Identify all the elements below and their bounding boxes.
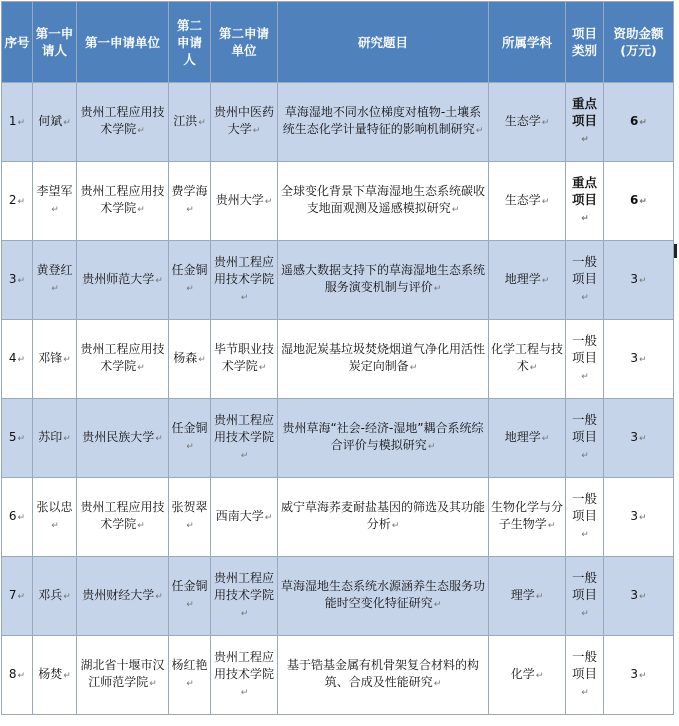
cell-applicant1-text: 杨焚 <box>38 666 63 681</box>
cell-unit1 <box>77 478 169 557</box>
return-mark-icon: ↵ <box>186 679 194 689</box>
cell-no <box>2 162 33 241</box>
cell-amount-text: 3 <box>630 666 639 681</box>
cell-amount <box>604 478 674 557</box>
return-mark-icon: ↵ <box>198 117 206 128</box>
return-mark-icon: ↵ <box>451 205 460 215</box>
header-amount: 资助金额(万元) <box>604 2 674 83</box>
table-row <box>2 636 674 715</box>
cell-type <box>566 241 604 320</box>
return-mark-icon: ↵ <box>17 433 26 444</box>
return-mark-icon: ↵ <box>639 670 647 681</box>
return-mark-icon: ↵ <box>475 126 484 136</box>
cell-amount <box>604 557 674 636</box>
cell-unit2-text: 西南大学 <box>215 508 264 523</box>
return-mark-icon: ↵ <box>17 591 26 602</box>
return-mark-icon: ↵ <box>581 135 589 145</box>
return-mark-icon: ↵ <box>155 433 163 444</box>
table-row <box>2 162 674 241</box>
cell-unit1 <box>77 636 169 715</box>
cell-topic <box>278 399 489 478</box>
cell-amount-text: 3 <box>630 508 639 523</box>
return-mark-icon: ↵ <box>529 363 538 373</box>
return-mark-icon: ↵ <box>240 450 249 461</box>
return-mark-icon: ↵ <box>186 442 194 452</box>
cell-unit2 <box>211 320 278 399</box>
return-mark-icon: ↵ <box>547 521 556 531</box>
return-mark-icon: ↵ <box>198 354 206 365</box>
cell-applicant1 <box>33 399 77 478</box>
table-body <box>2 83 674 715</box>
cell-no-text: 4 <box>8 350 17 365</box>
return-mark-icon: ↵ <box>639 275 647 286</box>
cell-unit1-text: 湖北省十堰市汉江师范学院 <box>80 658 165 689</box>
return-mark-icon: ↵ <box>155 591 163 602</box>
return-mark-icon: ↵ <box>639 591 647 602</box>
table-row <box>2 478 674 557</box>
cell-no <box>2 478 33 557</box>
cell-no <box>2 557 33 636</box>
cell-applicant1 <box>33 241 77 320</box>
return-mark-icon: ↵ <box>240 687 249 698</box>
cell-applicant2-text: 任金铜 <box>171 579 208 593</box>
header-topic: 研究题目 <box>278 2 489 83</box>
cell-applicant1-text: 邓兵 <box>38 587 63 602</box>
header-unit2: 第二申请单位 <box>211 2 278 83</box>
cell-applicant2 <box>169 478 211 557</box>
cell-amount <box>604 320 674 399</box>
cell-topic-text: 全球变化背景下草海湿地生态系统碳收支地面观测及遥感模拟研究 <box>280 184 485 215</box>
cell-unit1 <box>77 241 169 320</box>
cell-amount <box>604 241 674 320</box>
cell-unit1 <box>77 162 169 241</box>
cell-type-text: 一般项目 <box>571 254 597 286</box>
return-mark-icon: ↵ <box>581 688 589 698</box>
cell-applicant2-text: 杨森 <box>173 350 198 365</box>
return-mark-icon: ↵ <box>149 679 157 689</box>
cell-unit1 <box>77 320 169 399</box>
cell-no-text: 2 <box>8 192 17 207</box>
return-mark-icon: ↵ <box>264 196 273 207</box>
cell-subject <box>489 636 566 715</box>
return-mark-icon: ↵ <box>17 512 26 523</box>
return-mark-icon: ↵ <box>51 205 59 215</box>
cell-applicant2 <box>169 241 211 320</box>
cell-unit2-text: 贵州工程应用技术学院 <box>213 570 274 602</box>
cell-unit1-text: 贵州工程应用技术学院 <box>80 500 165 531</box>
return-mark-icon: ↵ <box>186 284 194 294</box>
return-mark-icon: ↵ <box>252 126 261 136</box>
return-mark-icon: ↵ <box>186 521 194 531</box>
cell-subject-text: 化学 <box>510 666 535 681</box>
return-mark-icon: ↵ <box>581 214 589 224</box>
cell-amount-text: 6 <box>630 113 639 128</box>
cell-amount <box>604 83 674 162</box>
cell-subject-text: 生态学 <box>504 113 541 128</box>
return-mark-icon: ↵ <box>17 275 26 286</box>
cell-topic <box>278 557 489 636</box>
return-mark-icon: ↵ <box>639 433 647 444</box>
return-mark-icon: ↵ <box>535 670 544 681</box>
return-mark-icon: ↵ <box>63 117 71 128</box>
cell-unit2 <box>211 162 278 241</box>
cell-amount <box>604 162 674 241</box>
cell-topic <box>278 320 489 399</box>
return-mark-icon: ↵ <box>433 600 442 610</box>
return-mark-icon: ↵ <box>535 591 544 602</box>
cell-applicant2 <box>169 636 211 715</box>
cell-unit2 <box>211 636 278 715</box>
cell-type <box>566 320 604 399</box>
cell-topic <box>278 241 489 320</box>
return-mark-icon: ↵ <box>17 117 26 128</box>
cell-no <box>2 636 33 715</box>
return-mark-icon: ↵ <box>51 521 59 531</box>
cell-subject <box>489 399 566 478</box>
return-mark-icon: ↵ <box>137 521 145 531</box>
return-mark-icon: ↵ <box>63 433 71 444</box>
cell-unit1-text: 贵州工程应用技术学院 <box>80 184 165 215</box>
cell-type-text: 一般项目 <box>571 333 597 365</box>
return-mark-icon: ↵ <box>63 670 71 681</box>
cell-type <box>566 83 604 162</box>
cell-type <box>566 162 604 241</box>
cell-applicant2 <box>169 83 211 162</box>
cursor-bar <box>674 244 677 258</box>
cell-amount-text: 3 <box>630 429 639 444</box>
header-applicant1: 第一申请人 <box>33 2 77 83</box>
funding-table <box>1 1 674 715</box>
cell-topic-text: 遥感大数据支持下的草海湿地生态系统服务演变机制与评价 <box>280 263 485 294</box>
return-mark-icon: ↵ <box>155 275 163 286</box>
return-mark-icon: ↵ <box>186 205 194 215</box>
return-mark-icon: ↵ <box>409 363 418 373</box>
cell-applicant2 <box>169 320 211 399</box>
cell-subject-text: 地理学 <box>504 429 541 444</box>
header-applicant2: 第二申请人 <box>169 2 211 83</box>
cell-unit2 <box>211 399 278 478</box>
cell-no-text: 5 <box>8 429 17 444</box>
cell-unit2-text: 毕节职业技术学院 <box>213 342 274 373</box>
cell-applicant2-text: 江洪 <box>173 113 198 128</box>
cell-unit1-text: 贵州工程应用技术学院 <box>80 105 165 136</box>
cell-type-text: 重点项目 <box>571 96 597 128</box>
cell-no-text: 7 <box>8 587 17 602</box>
cell-applicant1-text: 李望军 <box>36 184 73 198</box>
cell-applicant2 <box>169 557 211 636</box>
cell-unit1 <box>77 83 169 162</box>
cell-subject-text: 生物化学与分子生物学 <box>491 500 564 531</box>
header-no: 序号 <box>2 2 33 83</box>
cell-amount <box>604 399 674 478</box>
cell-subject-text: 理学 <box>510 587 535 602</box>
cell-amount-text: 3 <box>630 350 639 365</box>
return-mark-icon: ↵ <box>240 292 249 303</box>
cell-unit1 <box>77 557 169 636</box>
table-header-row <box>2 2 674 83</box>
cell-subject <box>489 557 566 636</box>
cell-topic-text: 贵州草海“社会-经济-湿地”耦合系统综合评价与模拟研究 <box>282 421 484 452</box>
cell-subject <box>489 478 566 557</box>
return-mark-icon: ↵ <box>391 521 400 531</box>
cell-no-text: 8 <box>8 666 17 681</box>
return-mark-icon: ↵ <box>639 196 647 207</box>
cell-no-text: 6 <box>8 508 17 523</box>
return-mark-icon: ↵ <box>137 126 145 136</box>
return-mark-icon: ↵ <box>433 679 442 689</box>
cell-applicant2-text: 张贺翠 <box>171 500 208 514</box>
cell-amount <box>604 636 674 715</box>
return-mark-icon: ↵ <box>541 117 550 128</box>
cell-topic-text: 威宁草海荞麦耐盐基因的筛选及其功能分析 <box>280 500 485 531</box>
cell-unit2-text: 贵州中医药大学 <box>213 105 274 136</box>
cell-applicant2-text: 任金铜 <box>171 421 208 435</box>
return-mark-icon: ↵ <box>541 433 550 444</box>
return-mark-icon: ↵ <box>240 608 249 619</box>
cell-no-text: 1 <box>8 113 17 128</box>
return-mark-icon: ↵ <box>17 196 26 207</box>
cell-applicant2-text: 费学海 <box>171 184 208 198</box>
cell-applicant1 <box>33 320 77 399</box>
cell-subject-text: 地理学 <box>504 271 541 286</box>
header-type: 项目类别 <box>566 2 604 83</box>
cell-topic-text: 基于锆基金属有机骨架复合材料的构筑、合成及性能研究 <box>286 658 479 689</box>
cell-type-text: 一般项目 <box>571 412 597 444</box>
cell-amount-text: 3 <box>630 587 639 602</box>
cell-type-text: 一般项目 <box>571 491 597 523</box>
return-mark-icon: ↵ <box>427 442 436 452</box>
cell-applicant2-text: 任金铜 <box>171 263 208 277</box>
cell-applicant1 <box>33 478 77 557</box>
cell-applicant1 <box>33 83 77 162</box>
return-mark-icon: ↵ <box>137 205 145 215</box>
cell-topic <box>278 162 489 241</box>
cell-type <box>566 636 604 715</box>
cell-unit1 <box>77 399 169 478</box>
return-mark-icon: ↵ <box>63 354 71 365</box>
cell-applicant1-text: 何斌 <box>38 113 63 128</box>
cell-no <box>2 241 33 320</box>
cell-unit1-text: 贵州民族大学 <box>82 429 155 444</box>
cell-no <box>2 320 33 399</box>
return-mark-icon: ↵ <box>541 196 550 207</box>
cell-unit1-text: 贵州工程应用技术学院 <box>80 342 165 373</box>
cell-no <box>2 399 33 478</box>
cell-applicant1-text: 苏印 <box>38 429 63 444</box>
cell-unit2-text: 贵州大学 <box>215 192 264 207</box>
return-mark-icon: ↵ <box>63 591 71 602</box>
cell-applicant2-text: 杨红艳 <box>171 658 208 672</box>
return-mark-icon: ↵ <box>17 354 26 365</box>
cell-unit2 <box>211 557 278 636</box>
table-row <box>2 241 674 320</box>
cell-subject <box>489 162 566 241</box>
cell-unit2 <box>211 241 278 320</box>
cell-unit2-text: 贵州工程应用技术学院 <box>213 649 274 681</box>
cell-topic <box>278 83 489 162</box>
return-mark-icon: ↵ <box>137 363 145 373</box>
cell-topic <box>278 636 489 715</box>
return-mark-icon: ↵ <box>639 512 647 523</box>
cell-applicant1 <box>33 636 77 715</box>
cell-applicant2 <box>169 162 211 241</box>
cell-applicant1 <box>33 162 77 241</box>
cell-applicant1-text: 黄登红 <box>36 263 73 277</box>
cell-applicant2 <box>169 399 211 478</box>
cell-amount-text: 3 <box>630 271 639 286</box>
cell-topic-text: 湿地泥炭基垃圾焚烧烟道气净化用活性炭定向制备 <box>280 342 485 373</box>
cell-unit1-text: 贵州师范大学 <box>82 271 155 286</box>
cell-applicant1 <box>33 557 77 636</box>
cell-type-text: 一般项目 <box>571 570 597 602</box>
table-row <box>2 83 674 162</box>
return-mark-icon: ↵ <box>264 512 273 523</box>
return-mark-icon: ↵ <box>581 609 589 619</box>
return-mark-icon: ↵ <box>541 275 550 286</box>
header-subject: 所属学科 <box>489 2 566 83</box>
return-mark-icon: ↵ <box>258 363 267 373</box>
table-row <box>2 320 674 399</box>
cell-unit2-text: 贵州工程应用技术学院 <box>213 412 274 444</box>
return-mark-icon: ↵ <box>17 670 26 681</box>
cell-subject-text: 生态学 <box>504 192 541 207</box>
cell-type <box>566 399 604 478</box>
cell-unit2-text: 贵州工程应用技术学院 <box>213 254 274 286</box>
cell-no <box>2 83 33 162</box>
cell-applicant1-text: 张以忠 <box>36 500 73 514</box>
cell-unit2 <box>211 478 278 557</box>
return-mark-icon: ↵ <box>581 372 589 382</box>
cell-no-text: 3 <box>8 271 17 286</box>
return-mark-icon: ↵ <box>186 600 194 610</box>
cell-topic <box>278 478 489 557</box>
return-mark-icon: ↵ <box>433 284 442 294</box>
cell-type-text: 重点项目 <box>571 175 597 207</box>
return-mark-icon: ↵ <box>581 530 589 540</box>
cell-subject-text: 化学工程与技术 <box>491 342 564 373</box>
return-mark-icon: ↵ <box>51 284 59 294</box>
cell-type-text: 一般项目 <box>571 649 597 681</box>
cell-unit2 <box>211 83 278 162</box>
cell-subject <box>489 83 566 162</box>
cell-type <box>566 557 604 636</box>
cell-amount-text: 6 <box>630 192 639 207</box>
table-row <box>2 399 674 478</box>
cell-topic-text: 草海湿地不同水位梯度对植物-土壤系统生态化学计量特征的影响机制研究 <box>282 105 482 136</box>
table-row <box>2 557 674 636</box>
cell-subject <box>489 241 566 320</box>
cell-topic-text: 草海湿地生态系统水源涵养生态服务功能时空变化特征研究 <box>280 579 485 610</box>
cell-subject <box>489 320 566 399</box>
cell-unit1-text: 贵州财经大学 <box>82 587 155 602</box>
return-mark-icon: ↵ <box>639 117 647 128</box>
return-mark-icon: ↵ <box>639 354 647 365</box>
cell-applicant1-text: 邓锋 <box>38 350 63 365</box>
header-unit1: 第一申请单位 <box>77 2 169 83</box>
return-mark-icon: ↵ <box>581 451 589 461</box>
cell-type <box>566 478 604 557</box>
return-mark-icon: ↵ <box>581 293 589 303</box>
